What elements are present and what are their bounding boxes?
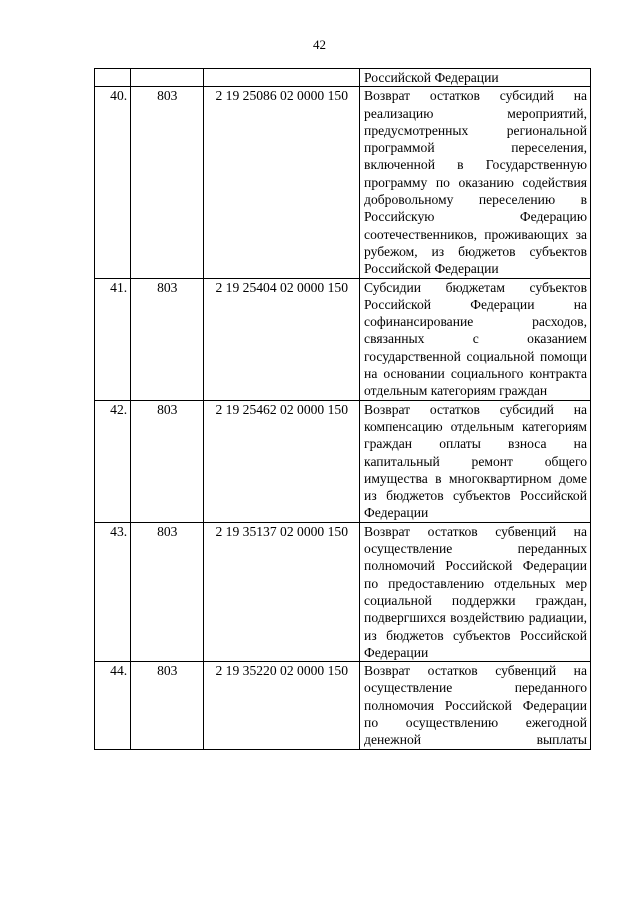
budget-code-cell: 2 19 35137 02 0000 150 <box>204 522 360 661</box>
page-number: 42 <box>313 37 326 52</box>
budget-code-cell <box>204 69 360 87</box>
table-row <box>95 278 591 400</box>
administrator-code-cell <box>131 69 204 87</box>
revenue-name-cell: Возврат остатков субвенций на осуществление переданных полномочий Российской Федерации по предоставлению отдельных мер социальной поддержки граждан, подвергшихся воздействию радиации, из бюджетов субъектов Российской Федерации <box>360 522 591 661</box>
table-row <box>95 400 591 522</box>
table-row <box>95 662 591 749</box>
budget-code-cell: 2 19 25404 02 0000 150 <box>204 278 360 400</box>
revenue-name-cell: Возврат остатков субсидий на реализацию мероприятий, предусмотренных региональной программой переселения, включенной в Государственную программу по оказанию содействия добровольному переселению в Российскую Федерацию соотечественников, проживающих за рубежом, из бюджетов субъектов Российской Федерации <box>360 87 591 278</box>
table-row <box>95 69 591 87</box>
budget-code-cell: 2 19 25086 02 0000 150 <box>204 87 360 278</box>
revenue-name-cell: Возврат остатков субсидий на компенсацию отдельным категориям граждан оплаты взноса на капитальный ремонт общего имущества в многоквартирном доме из бюджетов субъектов Российской Федерации <box>360 400 591 522</box>
budget-code-cell: 2 19 35220 02 0000 150 <box>204 662 360 749</box>
administrator-code-cell: 803 <box>131 522 204 661</box>
administrator-code-cell: 803 <box>131 400 204 522</box>
administrator-code-cell: 803 <box>131 278 204 400</box>
table-row <box>95 87 591 278</box>
revenue-name-cell: Субсидии бюджетам субъектов Российской Федерации на софинансирование расходов, связанных с оказанием государственной социальной помощи на основании социального контракта отдельным категориям граждан <box>360 278 591 400</box>
row-number-cell: 43. <box>95 522 131 661</box>
budget-codes-table <box>94 68 591 750</box>
administrator-code-cell: 803 <box>131 87 204 278</box>
row-number-cell: 42. <box>95 400 131 522</box>
revenue-name-cell: Российской Федерации <box>360 69 591 87</box>
row-number-cell: 41. <box>95 278 131 400</box>
row-number-cell: 40. <box>95 87 131 278</box>
table-row <box>95 522 591 661</box>
budget-code-cell: 2 19 25462 02 0000 150 <box>204 400 360 522</box>
administrator-code-cell: 803 <box>131 662 204 749</box>
row-number-cell <box>95 69 131 87</box>
revenue-name-cell: Возврат остатков субвенций на осуществление переданного полномочия Российской Федерации по осуществлению ежегодной денежной выплаты <box>360 662 591 749</box>
row-number-cell: 44. <box>95 662 131 749</box>
